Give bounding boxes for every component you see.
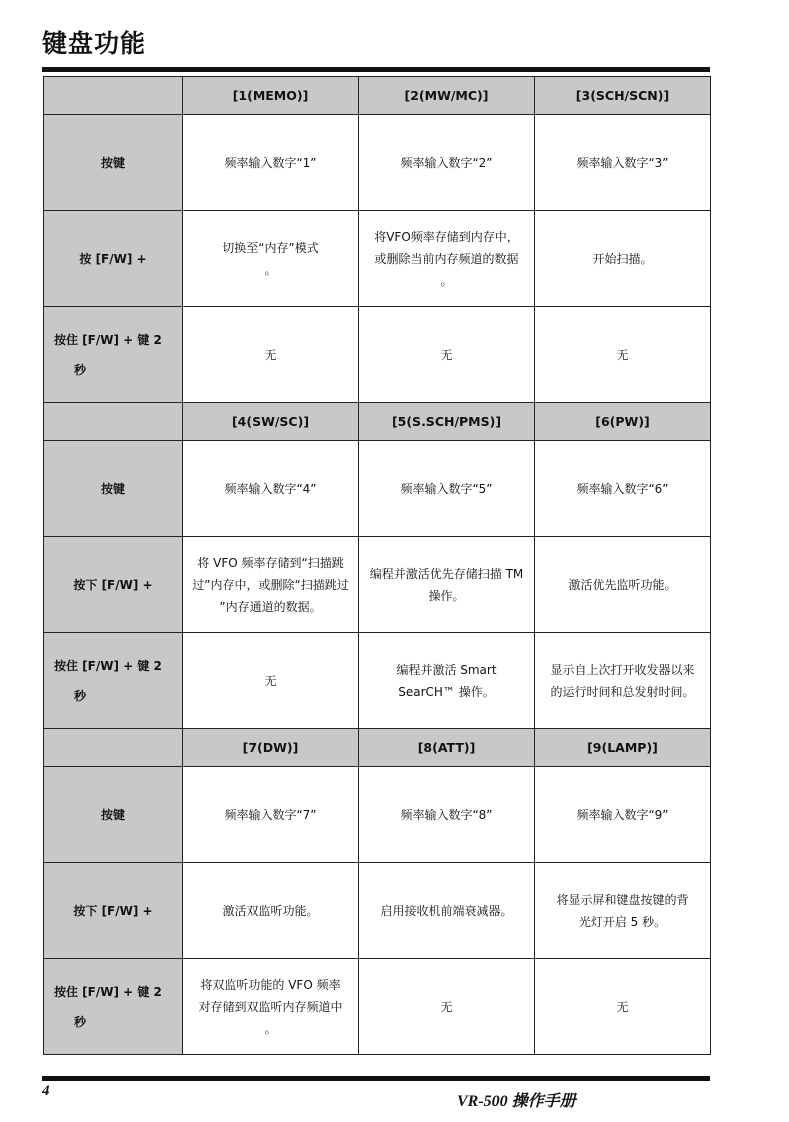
press-cell: 频率输入数字“5” [359, 441, 535, 537]
hold-label-line1: 按住 [F/W] + 键 2 [54, 984, 162, 999]
key-function-table [43, 76, 711, 1055]
footer-rule [42, 1076, 710, 1081]
key-header-cell: [5(S.SCH/PMS)] [359, 403, 535, 441]
page-number: 4 [42, 1083, 50, 1099]
hold-label-line2: 秒 [74, 688, 87, 703]
hold-cell: 将双监听功能的 VFO 频率 对存储到双监听内存频道中 。 [183, 959, 359, 1055]
key-header-cell: [9(LAMP)] [535, 729, 711, 767]
press-row [44, 441, 711, 537]
row-label-hold [44, 633, 183, 729]
title-rule [42, 67, 710, 72]
row-label-fw: 按 [F/W] + [44, 211, 183, 307]
hold-cell: 编程并激活 Smart SearCH™ 操作。 [359, 633, 535, 729]
key-header-row [44, 403, 711, 441]
key-header-cell: [1(MEMO)] [183, 77, 359, 115]
fw-cell: 将显示屏和键盘按键的背 光灯开启 5 秒。 [535, 863, 711, 959]
fw-cell: 将 VFO 频率存储到“扫描跳 过”内存中，或删除“扫描跳过 ”内存通道的数据。 [183, 537, 359, 633]
fw-row [44, 863, 711, 959]
press-cell: 频率输入数字“8” [359, 767, 535, 863]
key-header-row [44, 77, 711, 115]
fw-cell: 激活优先监听功能。 [535, 537, 711, 633]
press-cell: 频率输入数字“3” [535, 115, 711, 211]
header-blank-cell [44, 77, 183, 115]
header-blank-cell [44, 403, 183, 441]
row-label-press: 按键 [44, 767, 183, 863]
fw-cell: 切换至“内存”模式 。 [183, 211, 359, 307]
press-cell: 频率输入数字“9” [535, 767, 711, 863]
press-cell: 频率输入数字“2” [359, 115, 535, 211]
row-label-fw: 按下 [F/W] + [44, 863, 183, 959]
hold-cell: 无 [359, 959, 535, 1055]
row-label-hold [44, 307, 183, 403]
hold-cell: 显示自上次打开收发器以来 的运行时间和总发射时间。 [535, 633, 711, 729]
key-header-cell: [7(DW)] [183, 729, 359, 767]
hold-label-line1: 按住 [F/W] + 键 2 [54, 332, 162, 347]
key-header-cell: [6(PW)] [535, 403, 711, 441]
hold-label-line1: 按住 [F/W] + 键 2 [54, 658, 162, 673]
fw-row [44, 537, 711, 633]
row-label-press: 按键 [44, 115, 183, 211]
fw-cell: 开始扫描。 [535, 211, 711, 307]
row-label-fw: 按下 [F/W] + [44, 537, 183, 633]
press-cell: 频率输入数字“7” [183, 767, 359, 863]
row-label-press: 按键 [44, 441, 183, 537]
row-label-hold [44, 959, 183, 1055]
fw-cell: 编程并激活优先存储扫描 TM 操作。 [359, 537, 535, 633]
press-row [44, 767, 711, 863]
hold-cell: 无 [359, 307, 535, 403]
key-header-cell: [4(SW/SC)] [183, 403, 359, 441]
hold-label-line2: 秒 [74, 1014, 87, 1029]
key-header-cell: [8(ATT)] [359, 729, 535, 767]
hold-row [44, 307, 711, 403]
hold-row [44, 633, 711, 729]
press-cell: 频率输入数字“6” [535, 441, 711, 537]
fw-cell: 激活双监听功能。 [183, 863, 359, 959]
hold-cell: 无 [535, 959, 711, 1055]
hold-row [44, 959, 711, 1055]
key-header-cell: [3(SCH/SCN)] [535, 77, 711, 115]
hold-cell: 无 [183, 307, 359, 403]
fw-cell: 将VFO频率存储到内存中， 或删除当前内存频道的数据 。 [359, 211, 535, 307]
manual-title: VR-500 操作手册 [457, 1093, 576, 1110]
key-header-cell: [2(MW/MC)] [359, 77, 535, 115]
hold-cell: 无 [183, 633, 359, 729]
fw-cell: 启用接收机前端衰减器。 [359, 863, 535, 959]
hold-label-line2: 秒 [74, 362, 87, 377]
press-cell: 频率输入数字“1” [183, 115, 359, 211]
page-title: 键盘功能 [42, 29, 147, 58]
key-header-row [44, 729, 711, 767]
fw-row [44, 211, 711, 307]
header-blank-cell [44, 729, 183, 767]
press-row [44, 115, 711, 211]
hold-cell: 无 [535, 307, 711, 403]
press-cell: 频率输入数字“4” [183, 441, 359, 537]
